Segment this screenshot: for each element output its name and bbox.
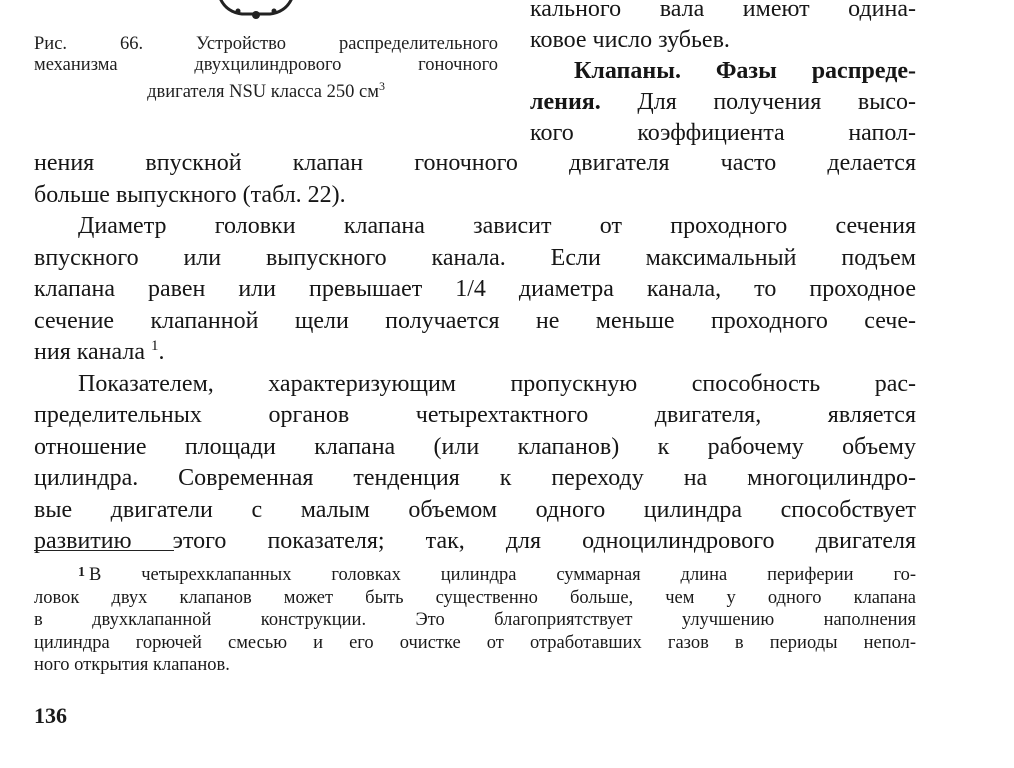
footnote-reference: 1	[151, 338, 159, 354]
text-line: клапана равен или превышает 1/4 диаметра канала, то проходное	[34, 276, 916, 302]
right-column-text	[530, 0, 916, 149]
text-line: пределительных органов четырехтактного двигателя, является	[34, 402, 916, 428]
caption-line-text: двигателя NSU класса 250 см	[147, 82, 379, 103]
paragraph-first-line: Диаметр головки клапана зависит от проходного сечения	[78, 213, 916, 239]
text-line: больше выпускного (табл. 22).	[34, 181, 346, 208]
caption-line	[34, 76, 498, 103]
text-line: ковое число зубьев.	[530, 27, 730, 53]
text-line: отношение площади клапана (или клапанов) к рабочему объему	[34, 433, 916, 460]
text-line	[34, 337, 916, 369]
text-line: развитию этого показателя; так, для одноцилиндрового двигателя	[34, 528, 916, 554]
caption-line: Рис. 66. Устройство распределительного	[34, 34, 498, 54]
body-text	[34, 148, 916, 558]
footnote-mark: 1	[78, 565, 85, 580]
text-fragment: ния канала	[34, 339, 146, 365]
footnote-line: в двухклапанной конструкции. Это благоприятствует улучшению наполнения	[34, 610, 916, 630]
text-line: впускного или выпускного канала. Если максимальный подъем	[34, 244, 916, 271]
page-number: 136	[34, 703, 67, 728]
caption-line: механизма двухцилиндрового гоночного	[34, 55, 498, 75]
section-heading: Клапаны. Фазы распреде-	[574, 58, 916, 84]
footnote	[34, 562, 916, 677]
text-line: вые двигатели с малым объемом одного цилиндра способствует	[34, 496, 916, 523]
text-fragment: Для получения высо-	[600, 89, 916, 115]
footnote-line: цилиндра горючей смесью и его очистке от отработавших газов в периоды непол-	[34, 632, 916, 653]
text-line: кального вала имеют одина-	[530, 0, 916, 22]
text-line: сечение клапанной щели получается не меньше проходного сече-	[34, 307, 916, 334]
figure-illustration-fragment	[216, 0, 296, 22]
text-line: нения впускной клапан гоночного двигателя часто делается	[34, 150, 916, 176]
text-line: кого коэффициента напол-	[530, 120, 916, 146]
paragraph-first-line: Показателем, характеризующим пропускную способность рас-	[78, 370, 916, 397]
section-heading-line	[530, 56, 916, 87]
footnote-line: ловок двух клапанов может быть существенно больше, чем у одного клапана	[34, 587, 916, 608]
footnote-line: ного открытия клапанов.	[34, 655, 230, 675]
footnote-text: В четырехклапанных головках цилиндра суммарная длина периферии го-	[89, 565, 916, 585]
section-heading-cont: ления.	[530, 89, 601, 115]
figure-caption	[34, 34, 498, 103]
footnote-divider	[34, 550, 174, 551]
text-line	[530, 87, 916, 118]
text-fragment: .	[158, 339, 165, 365]
caption-superscript: 3	[378, 79, 385, 93]
footnote-line	[34, 562, 916, 587]
text-line: цилиндра. Современная тенденция к переходу на многоцилиндро-	[34, 465, 916, 491]
